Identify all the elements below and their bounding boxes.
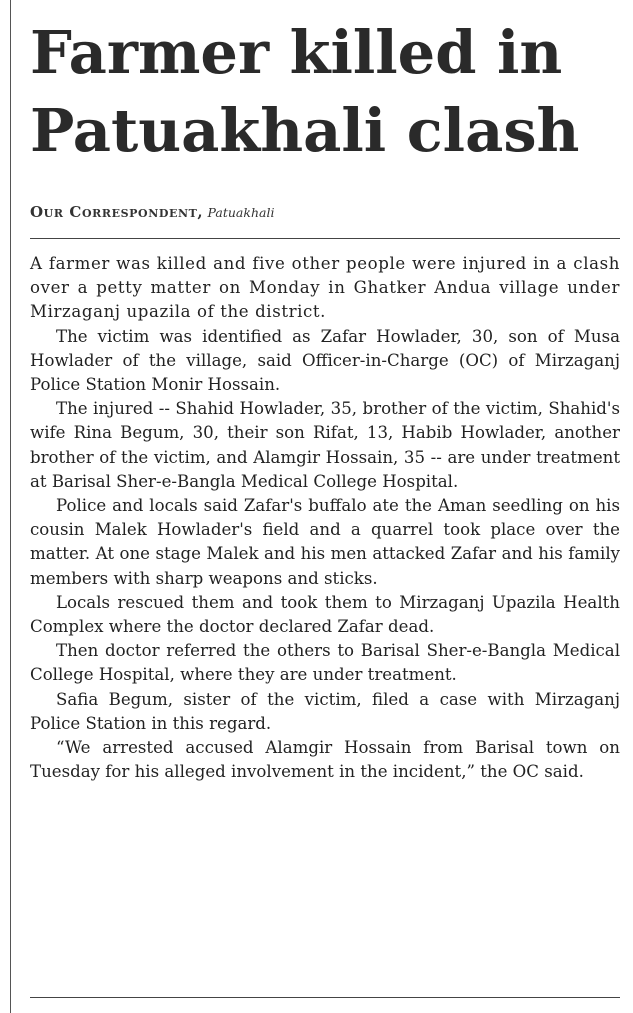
article-end-divider [30,997,620,998]
paragraph: “We arrested accused Alamgir Hossain from Barisal town on Tuesday for his alleged involvement in the incident,” the OC said. [30,738,620,782]
byline-divider [30,238,620,239]
headline: Farmer killed in Patuakhali clash [30,18,580,165]
byline [30,203,274,221]
paragraph: Police and locals said Zafar's buffalo ate the Aman seedling on his cousin Malek Howlader's field and a quarrel took place over the matter. At one stage Malek and his men attacked Zafar and his family members with sharp weapons and sticks. [30,496,620,588]
paragraph: Safia Begum, sister of the victim, filed a case with Mirzaganj Police Station in this regard. [30,689,620,733]
paragraph: Locals rescued them and took them to Mirzaganj Upazila Health Complex where the doctor declared Zafar dead. [30,592,620,637]
article-body [30,252,620,784]
byline-place: Patuakhali [207,205,275,220]
paragraph: A farmer was killed and five other people were injured in a clash over a petty matter on Monday in Ghatker Andua village under Mirzaganj upazila of the district. [30,254,620,322]
paragraph: The victim was identified as Zafar Howlader, 30, son of Musa Howlader of the village, said Officer-in-Charge (OC) of Mirzaganj Police Station Monir Hossain. [30,326,620,395]
paragraph: Then doctor referred the others to Barisal Sher-e-Bangla Medical College Hospital, where they are under treatment. [30,641,620,685]
byline-author: Our Correspondent, [30,203,204,221]
column-rule [10,0,11,1013]
paragraph: The injured -- Shahid Howlader, 35, brother of the victim, Shahid's wife Rina Begum, 30, their son Rifat, 13, Habib Howlader, another brother of the victim, and Alamgir Hossain, 35 -- are under treatment at Barisal Sher-e-Bangla Medical College Hospital. [30,399,620,491]
